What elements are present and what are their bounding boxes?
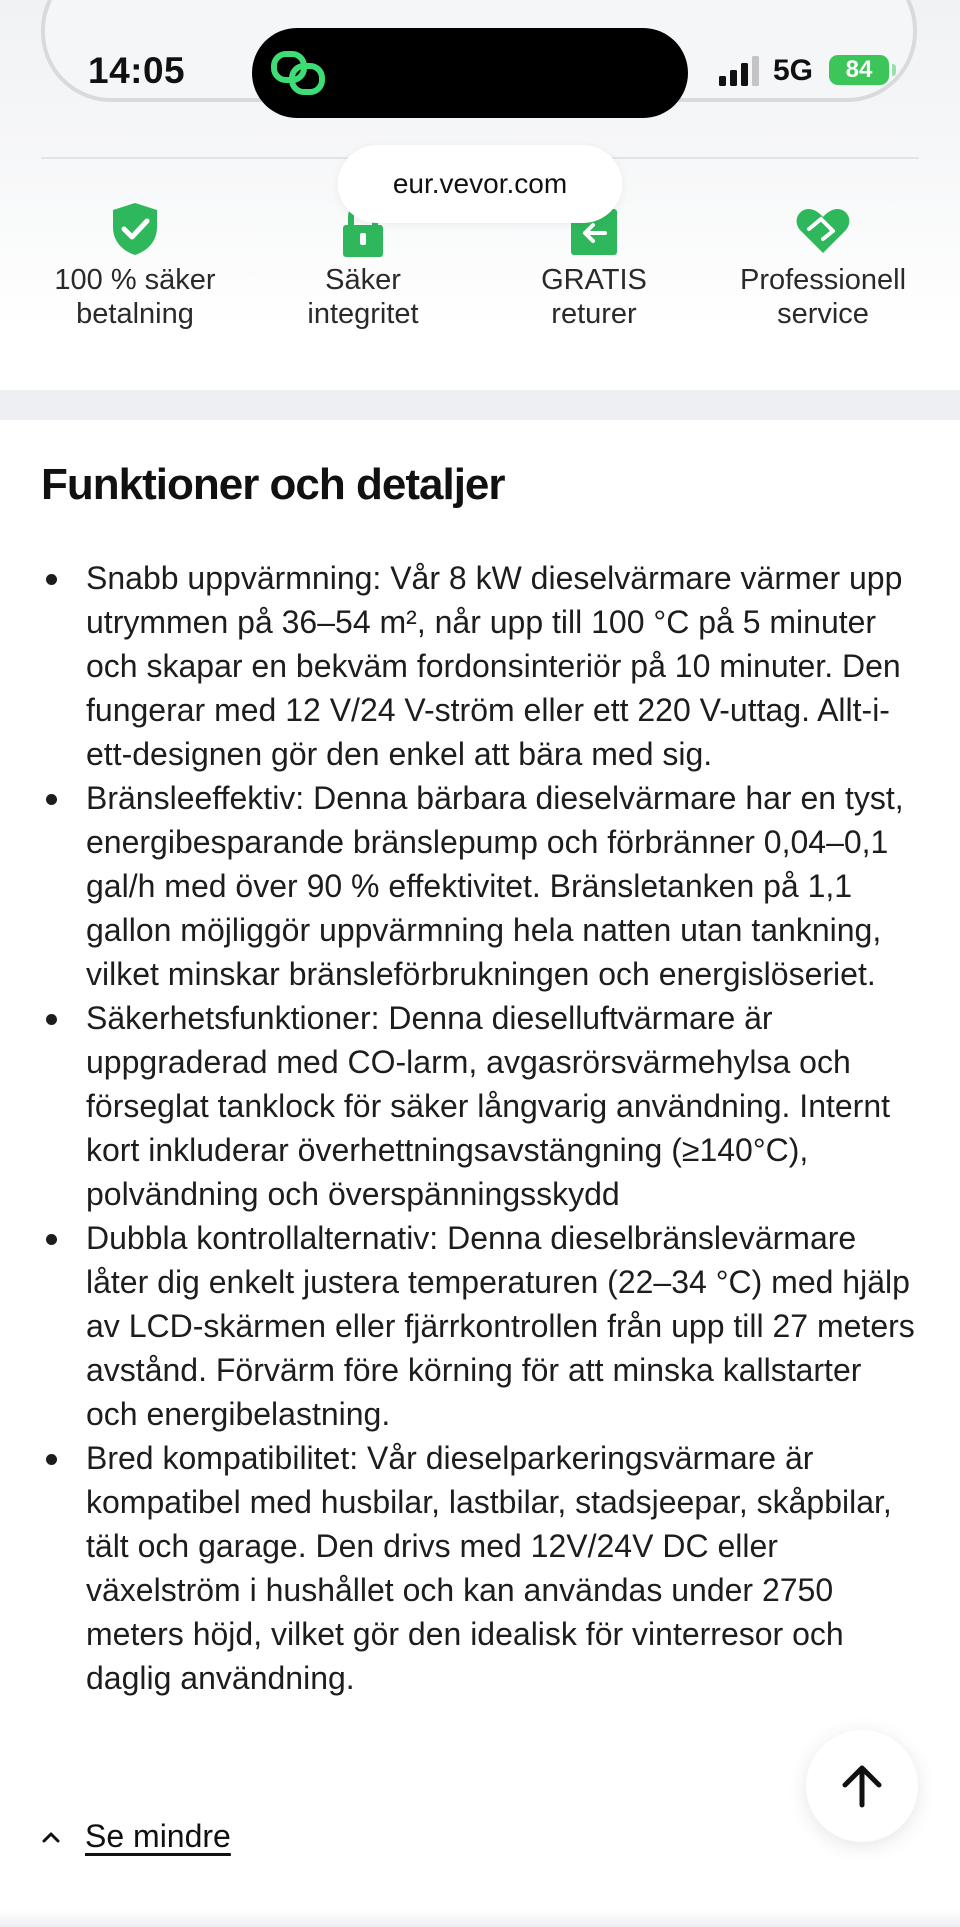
network-type: 5G xyxy=(773,54,814,87)
feature-item: Snabb uppvärmning: Vår 8 kW dieselvärmare värmer upp utrymmen på 36–54 m², når upp till 100 °C på 5 minuter och skapar en bekväm fordonsinteriör på 10 minuter. Den fungerar med 12 V/24 V-ström eller ett 220 V-uttag. Allt-i-ett-designen gör den enkel att bära med sig. xyxy=(41,556,921,776)
badge-label-line1: GRATIS xyxy=(541,264,647,296)
badge-label-line2: returer xyxy=(551,298,637,330)
section-separator xyxy=(0,390,960,420)
shield-check-icon xyxy=(110,201,160,257)
battery-tip xyxy=(892,64,896,76)
badge-label-line1: Professionell xyxy=(739,264,907,296)
heart-handshake-icon xyxy=(795,207,851,257)
scroll-to-top-button[interactable] xyxy=(806,1730,918,1842)
see-less-toggle[interactable] xyxy=(41,1818,231,1855)
feature-item: Dubbla kontrollalternativ: Denna dieselbränslevärmare låter dig enkelt justera temperaturen (22–34 °C) med hjälp av LCD-skärmen eller fjärrkontrollen från upp till 27 meters avstånd. Förvärm före körning för att minska kallstarter och energibelastning. xyxy=(41,1216,921,1436)
badge-label-line1: Säker xyxy=(325,264,401,296)
badge-professional-service xyxy=(713,195,933,331)
badge-label-line2: service xyxy=(777,298,869,330)
feature-list xyxy=(41,556,921,1700)
section-title: Funktioner och detaljer xyxy=(41,460,505,509)
bottom-edge xyxy=(0,1910,960,1927)
status-time: 14:05 xyxy=(88,50,186,91)
battery-indicator: 84 xyxy=(829,55,889,85)
badge-label-line1: 100 % säker xyxy=(54,264,216,296)
feature-item: Bred kompatibilitet: Vår dieselparkeringsvärmare är kompatibel med husbilar, lastbilar, stadsjeepar, skåpbilar, tält och garage. Den drivs med 12V/24V DC eller växelström i hushållet och kan användas under 2750 meters höjd, vilket gör den idealisk för vinterresor och daglig användning. xyxy=(41,1436,921,1700)
cellular-signal-icon xyxy=(719,56,763,86)
feature-item: Säkerhetsfunktioner: Denna dieselluftvärmare är uppgraderad med CO-larm, avgasrörsvärmehylsa och förseglat tanklock för säker långvarig användning. Internt kort inkluderar överhettningsavstängning (≥140°C), polvändning och överspänningsskydd xyxy=(41,996,921,1216)
badge-label-line2: betalning xyxy=(76,298,194,330)
badge-label-line2: integritet xyxy=(307,298,419,330)
see-less-label[interactable]: Se mindre xyxy=(85,1818,231,1854)
app-link-icon xyxy=(268,48,330,98)
arrow-up-icon xyxy=(839,1763,885,1809)
url-bar[interactable]: eur.vevor.com xyxy=(338,145,622,223)
chevron-up-icon xyxy=(41,1830,61,1844)
feature-item: Bränsleeffektiv: Denna bärbara dieselvärmare har en tyst, energibesparande bränslepump och förbränner 0,04–0,1 gal/h med över 90 % effektivitet. Bränsletanken på 1,1 gallon möjliggör uppvärmning hela natten utan tankning, vilket minskar bränsleförbrukningen och energislöseriet. xyxy=(41,776,921,996)
badge-secure-payment xyxy=(25,195,245,331)
